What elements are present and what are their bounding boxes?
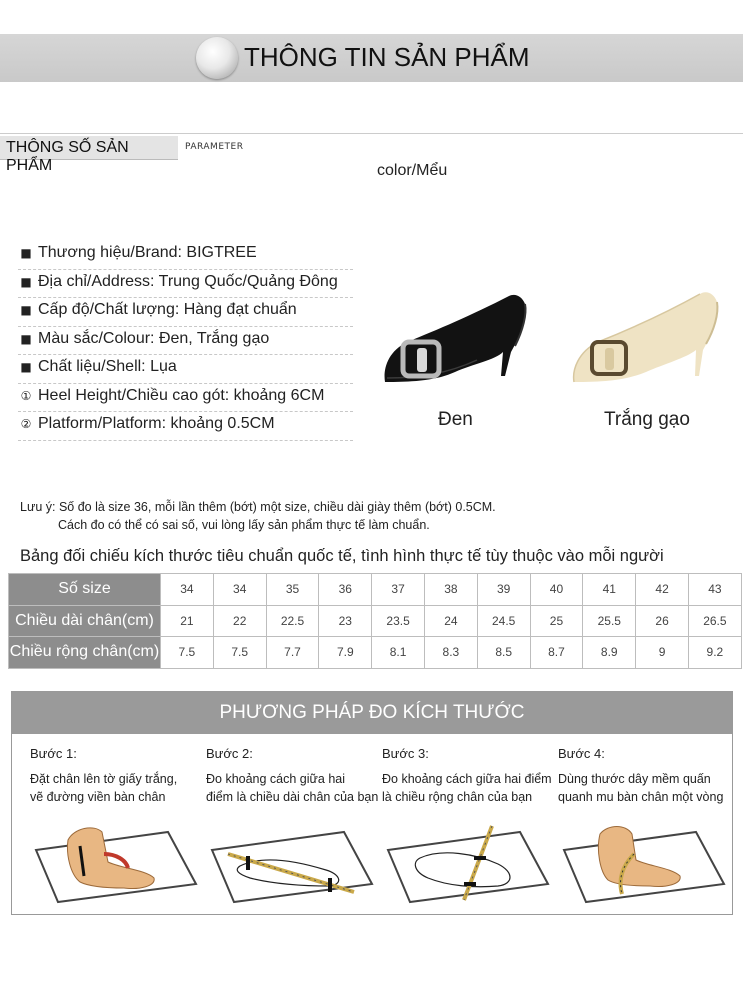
step-desc-line: Đo khoảng cách giữa hai — [206, 772, 346, 786]
table-cell: 34 — [161, 574, 214, 606]
table-cell: 24 — [424, 605, 477, 637]
spec-text: Thương hiệu/Brand: BIGTREE — [38, 244, 257, 261]
banner-title: THÔNG TIN SẢN PHẨM — [244, 42, 530, 72]
step-3 — [378, 744, 553, 912]
table-cell: 7.5 — [161, 637, 214, 669]
spec-item-platform — [18, 412, 353, 441]
table-cell: 26 — [636, 605, 689, 637]
bullet-icon: ■ — [20, 303, 32, 317]
circled-number-icon: ② — [20, 417, 32, 431]
foot-length-illustration — [204, 810, 374, 904]
spec-item-colour — [18, 327, 353, 356]
table-cell: 42 — [636, 574, 689, 606]
foot-tracing-illustration — [28, 810, 198, 904]
table-cell: 37 — [372, 574, 425, 606]
step-4 — [554, 744, 729, 912]
spec-item-brand — [18, 241, 353, 270]
spec-item-heel-height — [18, 384, 353, 413]
table-cell: 8.1 — [372, 637, 425, 669]
table-cell: 23.5 — [372, 605, 425, 637]
bullet-icon: ■ — [20, 274, 32, 289]
step-2 — [202, 744, 377, 912]
method-title: PHƯƠNG PHÁP ĐO KÍCH THƯỚC — [219, 702, 525, 723]
table-cell: 7.7 — [266, 637, 319, 669]
foot-circumference-illustration — [556, 810, 726, 904]
step-label: Bước 1: — [30, 746, 77, 761]
spec-list — [18, 241, 353, 441]
spec-text: Platform/Platform: khoảng 0.5CM — [38, 415, 275, 432]
step-desc-line: Đặt chân lên tờ giấy trắng, — [30, 772, 178, 786]
step-desc-line: Dùng thước dây mềm quấn — [558, 772, 711, 786]
table-cell: 22.5 — [266, 605, 319, 637]
size-table — [8, 573, 742, 669]
table-cell: 23 — [319, 605, 372, 637]
table-cell: 8.7 — [530, 637, 583, 669]
spec-item-material — [18, 355, 353, 384]
table-cell: 9.2 — [688, 637, 741, 669]
table-cell: 7.5 — [213, 637, 266, 669]
table-cell: 35 — [266, 574, 319, 606]
beige-pump-image — [568, 286, 728, 390]
spec-text: Địa chỉ/Address: Trung Quốc/Quảng Đông — [38, 272, 338, 290]
table-cell: 25 — [530, 605, 583, 637]
step-description — [382, 770, 557, 806]
step-1 — [26, 744, 201, 912]
table-cell: 7.9 — [319, 637, 372, 669]
spec-text: Chất liệu/Shell: Lụa — [38, 358, 177, 375]
spec-header-title: THÔNG SỐ SẢN PHẨM — [6, 139, 129, 174]
method-header — [12, 692, 732, 734]
spec-text: Màu sắc/Colour: Đen, Trắng gạo — [38, 329, 270, 347]
black-pump-image — [377, 290, 537, 390]
table-cell: 34 — [213, 574, 266, 606]
table-cell: 8.9 — [583, 637, 636, 669]
table-cell: 40 — [530, 574, 583, 606]
divider — [0, 133, 743, 134]
table-cell: 22 — [213, 605, 266, 637]
step-desc-line: là chiều rộng chân của bạn — [382, 790, 533, 804]
table-cell: 41 — [583, 574, 636, 606]
circled-number-icon: ① — [20, 388, 32, 403]
table-cell: 43 — [688, 574, 741, 606]
table-cell: 39 — [477, 574, 530, 606]
spec-item-quality — [18, 298, 353, 327]
step-desc-line: Đo khoảng cách giữa hai điểm — [382, 772, 552, 786]
bullet-icon: ■ — [20, 360, 32, 374]
step-description — [206, 770, 381, 806]
table-row — [9, 637, 742, 669]
table-cell: 36 — [319, 574, 372, 606]
color-label: color/Mểu — [377, 162, 448, 179]
step-label: Bước 4: — [558, 746, 605, 761]
spec-header-box — [0, 136, 178, 174]
table-row — [9, 605, 742, 637]
bullet-icon: ■ — [20, 246, 32, 260]
spec-header-subtitle: PARAMETER — [185, 142, 244, 152]
table-cell: 8.3 — [424, 637, 477, 669]
table-cell: 38 — [424, 574, 477, 606]
table-cell: 24.5 — [477, 605, 530, 637]
row-header: Chiều dài chân(cm) — [9, 605, 161, 637]
table-row — [9, 574, 742, 606]
spec-text: Cấp độ/Chất lượng: Hàng đạt chuẩn — [38, 301, 297, 318]
table-cell: 8.5 — [477, 637, 530, 669]
note-line-2: Cách đo có thể có sai số, vui lòng lấy sản phẩm thực tế làm chuẩn. — [58, 518, 430, 532]
step-desc-line: điểm là chiều dài chân của bạn — [206, 790, 379, 804]
bullet-icon: ■ — [20, 331, 32, 346]
row-header: Chiều rộng chân(cm) — [9, 637, 161, 669]
spec-text: Heel Height/Chiều cao gót: khoảng 6CM — [38, 386, 325, 404]
step-desc-line: quanh mu bàn chân một vòng — [558, 790, 724, 804]
step-description — [30, 770, 205, 806]
spec-item-address — [18, 270, 353, 299]
row-header: Số size — [9, 574, 161, 606]
measuring-method-panel — [11, 691, 733, 915]
page-banner — [0, 34, 743, 82]
table-cell: 26.5 — [688, 605, 741, 637]
table-cell: 9 — [636, 637, 689, 669]
size-table-title: Bảng đối chiếu kích thước tiêu chuẩn quốc tế, tình hình thực tế tùy thuộc vào mỗi người — [20, 547, 664, 565]
banner-circle-icon — [196, 37, 238, 79]
shoe-caption-black: Đen — [438, 409, 473, 430]
foot-width-illustration — [380, 810, 550, 904]
shoe-caption-beige: Trắng gạo — [604, 409, 690, 430]
note-line-1: Lưu ý: Số đo là size 36, mỗi lần thêm (bớt) một size, chiều dài giày thêm (bớt) 0.5CM. — [20, 500, 496, 514]
step-desc-line: vẽ đường viền bàn chân — [30, 790, 166, 804]
step-label: Bước 3: — [382, 746, 429, 761]
table-cell: 21 — [161, 605, 214, 637]
step-description — [558, 770, 733, 806]
table-cell: 25.5 — [583, 605, 636, 637]
step-label: Bước 2: — [206, 746, 253, 761]
